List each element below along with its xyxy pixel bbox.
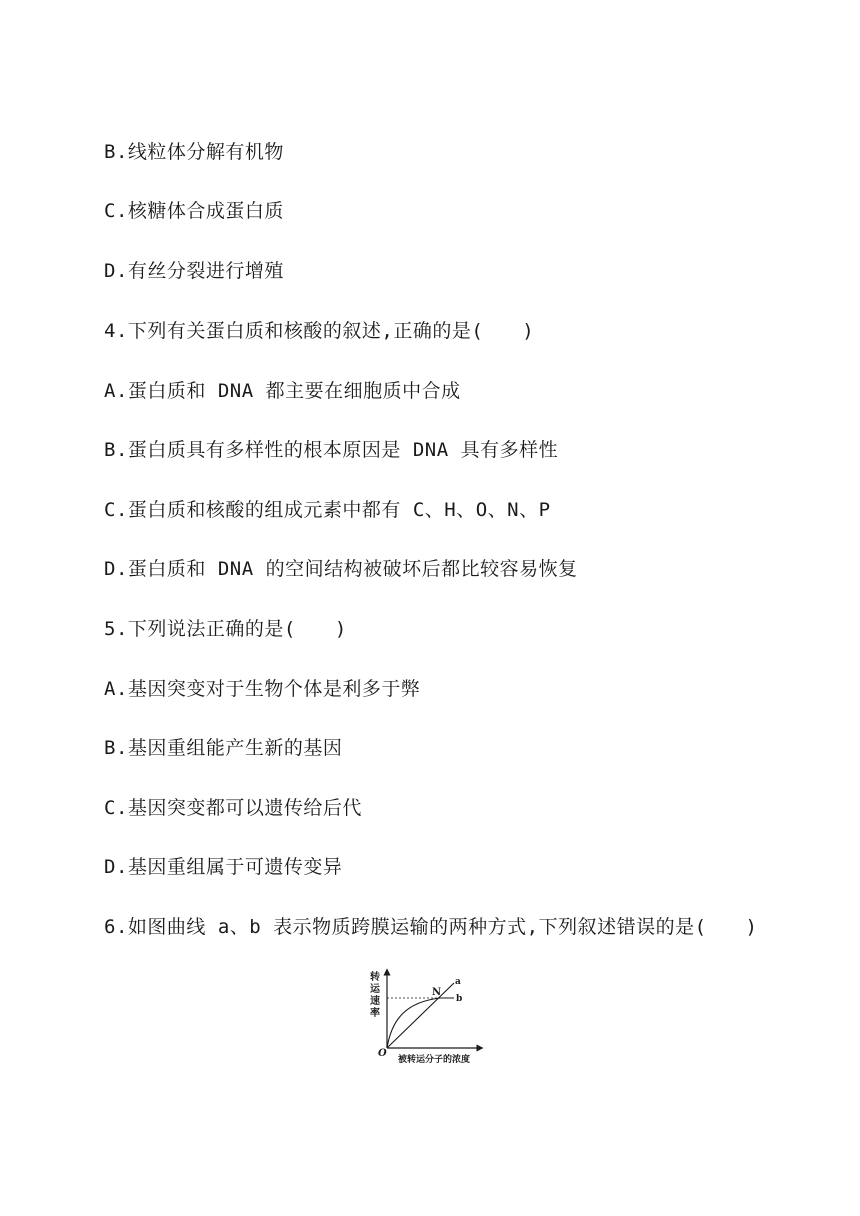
option-b-q4: B.蛋白质具有多样性的根本原因是 DNA 具有多样性 — [104, 439, 559, 461]
x-axis-label: 被转运分子的浓度 — [398, 1055, 471, 1065]
origin-label: O — [378, 1048, 387, 1059]
option-a-q4: A.蛋白质和 DNA 都主要在细胞质中合成 — [104, 380, 461, 402]
curve-b-label: b — [456, 994, 463, 1004]
option-d-q5: D.基因重组属于可遗传变异 — [104, 856, 343, 878]
option-c-q5: C.基因突变都可以遗传给后代 — [104, 797, 362, 819]
y-axis-label-char-2: 运 — [370, 984, 380, 995]
point-n-label: N — [432, 987, 442, 998]
option-b-q3: B.线粒体分解有机物 — [104, 141, 284, 163]
curve-a — [387, 983, 454, 1048]
y-axis-label-char-4: 率 — [370, 1008, 380, 1019]
option-b-q5: B.基因重组能产生新的基因 — [104, 737, 343, 759]
transport-rate-figure — [362, 968, 512, 1068]
question-4-stem: 4.下列有关蛋白质和核酸的叙述,正确的是( ) — [104, 320, 535, 342]
option-a-q5: A.基因突变对于生物个体是利多于弊 — [104, 678, 421, 700]
question-5-stem: 5.下列说法正确的是( ) — [104, 618, 347, 640]
y-axis-label-char-1: 转 — [370, 972, 380, 983]
question-6-stem: 6.如图曲线 a、b 表示物质跨膜运输的两种方式,下列叙述错误的是( ) — [104, 916, 758, 938]
y-axis-label-char-3: 速 — [370, 996, 380, 1007]
option-d-q3: D.有丝分裂进行增殖 — [104, 260, 284, 282]
option-c-q4: C.蛋白质和核酸的组成元素中都有 C、H、O、N、P — [104, 499, 551, 521]
option-d-q4: D.蛋白质和 DNA 的空间结构被破坏后都比较容易恢复 — [104, 558, 578, 580]
option-c-q3: C.核糖体合成蛋白质 — [104, 200, 284, 222]
curve-b — [387, 998, 454, 1048]
curve-a-label: a — [455, 977, 461, 987]
